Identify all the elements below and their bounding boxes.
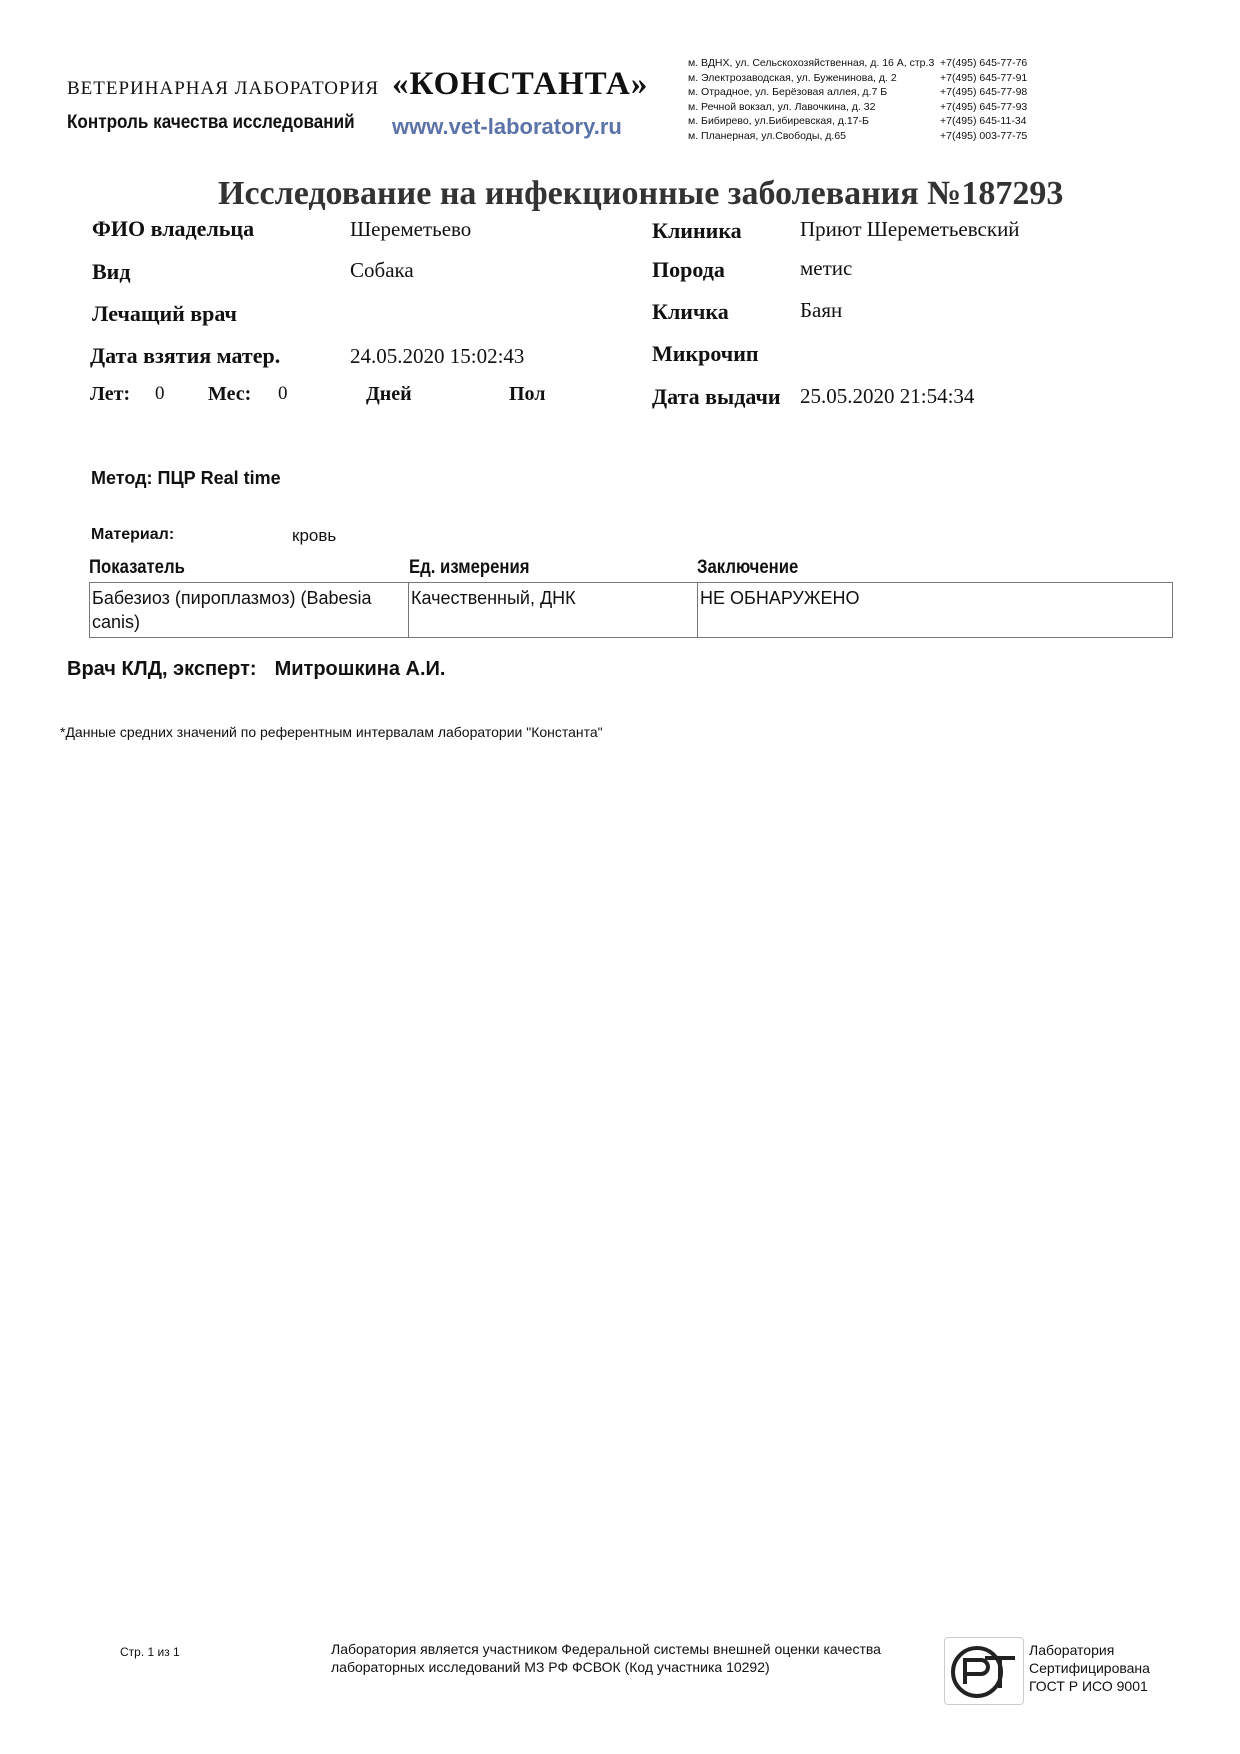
branch-address: м. Бибирево, ул.Бибиревская, д.17-Б bbox=[688, 115, 869, 128]
pet-name-value: Баян bbox=[800, 298, 843, 322]
certification-text bbox=[1029, 1641, 1150, 1695]
lab-brand: «КОНСТАНТА» bbox=[392, 66, 649, 102]
owner-label: ФИО владельца bbox=[92, 216, 255, 241]
branch-phone: +7(495) 645-77-98 bbox=[940, 86, 1028, 99]
breed-label: Порода bbox=[652, 257, 725, 282]
material-value: кровь bbox=[292, 526, 337, 545]
issue-date-value: 25.05.2020 21:54:34 bbox=[800, 384, 975, 408]
branch-address: м. Планерная, ул.Свободы, д.65 bbox=[688, 129, 847, 142]
document-title: Исследование на инфекционные заболевания №187293 bbox=[218, 175, 1064, 212]
signature-name: Митрошкина А.И. bbox=[274, 658, 446, 680]
page-number: Стр. 1 из 1 bbox=[120, 1645, 180, 1659]
sex-label: Пол bbox=[509, 383, 546, 405]
microchip-label: Микрочип bbox=[652, 341, 759, 366]
pet-name-label: Кличка bbox=[652, 299, 729, 324]
signature-label: Врач КЛД, эксперт: bbox=[67, 658, 257, 680]
column-header-conclusion: Заключение bbox=[697, 557, 799, 578]
branch-phone: +7(495) 645-77-76 bbox=[940, 57, 1028, 69]
table-row bbox=[90, 583, 1173, 638]
branch-phone: +7(495) 645-77-91 bbox=[940, 71, 1028, 84]
branch-item bbox=[688, 100, 1027, 115]
species-value: Собака bbox=[350, 258, 414, 282]
years-label: Лет: bbox=[90, 383, 131, 405]
branch-item bbox=[688, 85, 1027, 100]
column-header-unit: Ед. измерения bbox=[409, 557, 530, 578]
sample-date-label: Дата взятия матер. bbox=[90, 343, 281, 368]
signature-line bbox=[67, 658, 445, 681]
issue-date-label: Дата выдачи bbox=[652, 384, 781, 409]
branch-address: м. Электрозаводская, ул. Буженинова, д. 2 bbox=[688, 71, 897, 84]
branch-address: м. Речной вокзал, ул. Лавочкина, д. 32 bbox=[688, 100, 876, 113]
branch-item bbox=[688, 129, 1027, 144]
branch-phone: +7(495) 003-77-75 bbox=[940, 129, 1028, 142]
days-label: Дней bbox=[366, 383, 412, 405]
indicator-cell: Бабезиоз (пироплазмоз) (Babesia canis) bbox=[90, 583, 409, 638]
species-label: Вид bbox=[92, 259, 131, 284]
results-table bbox=[89, 582, 1173, 638]
months-label: Мес: bbox=[208, 383, 252, 405]
branch-phone: +7(495) 645-11-34 bbox=[940, 115, 1027, 128]
cert-line-3: ГОСТ Р ИСО 9001 bbox=[1029, 1678, 1148, 1694]
sample-date-value: 24.05.2020 15:02:43 bbox=[350, 344, 525, 368]
breed-value: метис bbox=[800, 256, 853, 280]
clinic-value: Приют Шереметьевский bbox=[800, 217, 1020, 241]
column-header-indicator: Показатель bbox=[89, 557, 185, 578]
cert-line-2: Сертифицирована bbox=[1029, 1660, 1150, 1676]
branch-address: м. Отрадное, ул. Берёзовая аллея, д.7 Б bbox=[688, 86, 888, 99]
branch-list bbox=[688, 56, 1027, 144]
years-value: 0 bbox=[155, 383, 165, 404]
conclusion-cell: НЕ ОБНАРУЖЕНО bbox=[698, 583, 1173, 638]
owner-value: Шереметьево bbox=[350, 217, 472, 241]
branch-item bbox=[688, 71, 1027, 86]
attending-doctor-label: Лечащий врач bbox=[92, 301, 237, 326]
branch-item bbox=[688, 56, 1027, 71]
material-label: Материал: bbox=[91, 526, 175, 543]
method: Метод: ПЦР Real time bbox=[91, 468, 281, 488]
fsvok-note: Лаборатория является участником Федеральной системы внешней оценки качества лабораторных исследований МЗ РФ ФСВОК (Код участника 10292) bbox=[331, 1641, 881, 1675]
unit-cell: Качественный, ДНК bbox=[409, 583, 698, 638]
quality-tagline: Контроль качества исследований bbox=[67, 112, 355, 133]
branch-address: м. ВДНХ, ул. Сельскохозяйственная, д. 16 А, стр.3 bbox=[688, 57, 935, 69]
website-link[interactable]: www.vet-laboratory.ru bbox=[392, 114, 622, 139]
branch-phone: +7(495) 645-77-93 bbox=[940, 100, 1028, 113]
clinic-label: Клиника bbox=[652, 218, 742, 243]
footnote: *Данные средних значений по референтным интервалам лаборатории "Константа" bbox=[60, 724, 603, 740]
lab-name: ВЕТЕРИНАРНАЯ ЛАБОРАТОРИЯ bbox=[67, 78, 379, 99]
certification-mark-icon bbox=[944, 1637, 1024, 1705]
months-value: 0 bbox=[278, 383, 288, 404]
branch-item bbox=[688, 114, 1027, 129]
cert-line-1: Лаборатория bbox=[1029, 1642, 1115, 1658]
